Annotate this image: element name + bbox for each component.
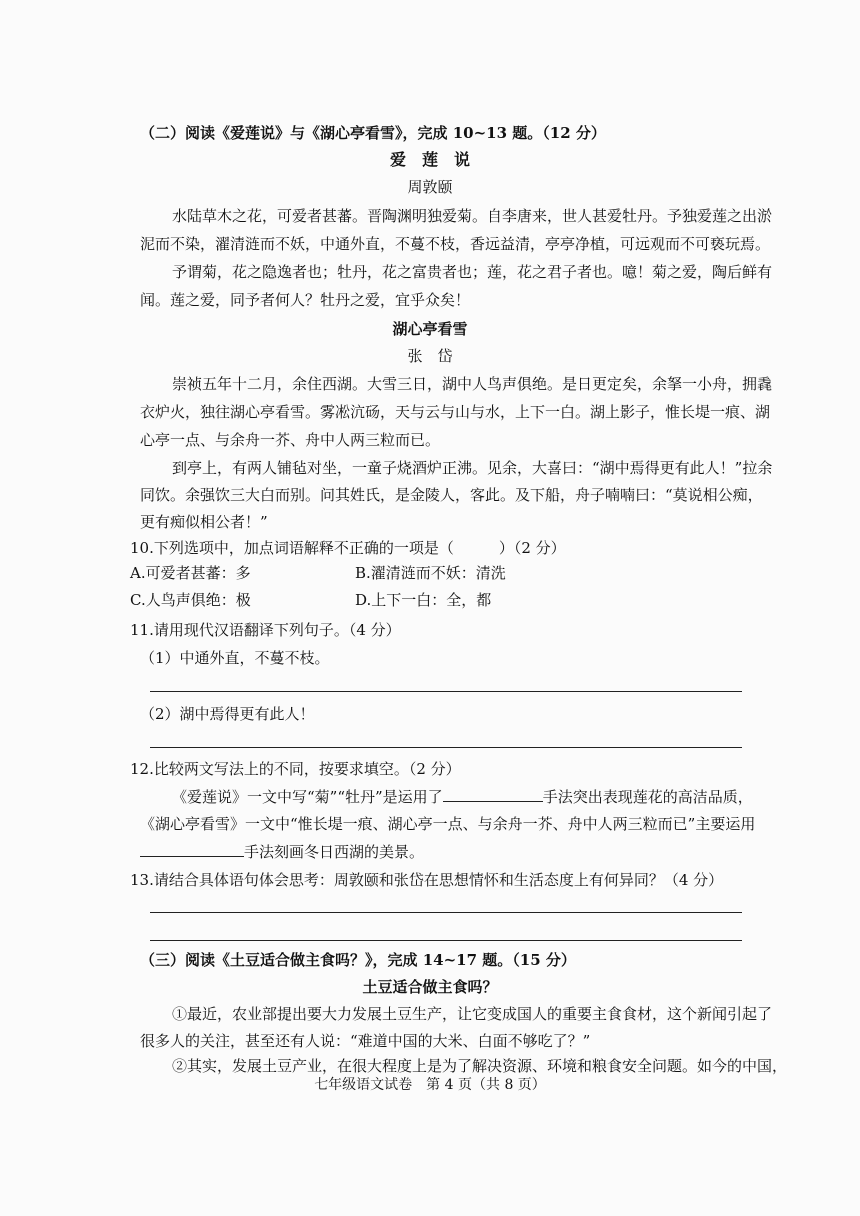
fill-in-line: 《湖心亭看雪》一文中“惟长堤一痕、湖心亭一点、与余舟一芥、舟中人两三粒而已”主要运用 [140, 815, 756, 833]
option-a: A.可爱者甚蕃：多 [130, 564, 251, 582]
option-c: C.人鸟声俱绝：极 [130, 591, 251, 609]
passage-line: 泥而不染，濯清涟而不妖，中通外直，不蔓不枝，香远益清，亭亭净植，可远观而不可亵玩焉。 [140, 235, 771, 253]
passage-line: 同饮。余强饮三大白而别。问其姓氏，是金陵人，客此。及下船，舟子喃喃曰：“莫说相公痴， [140, 486, 763, 504]
passage-line: 更有痴似相公者！” [140, 513, 268, 531]
option-d: D.上下一白：全，都 [355, 591, 492, 609]
passage-line: 闻。莲之爱，同予者何人？牡丹之爱，宜乎众矣！ [140, 291, 471, 309]
page-footer: 七年级语文试卷 第 4 页（共 8 页） [314, 1077, 546, 1093]
question-stem: 10.下列选项中，加点词语解释不正确的一项是（ ）（2 分） [130, 539, 566, 557]
passage-author: 周敦颐 [407, 178, 453, 196]
fill-in-text: 手法突出表现莲花的高洁品质， [542, 788, 753, 806]
fill-in-blank[interactable] [140, 842, 244, 857]
answer-line[interactable] [150, 691, 742, 692]
passage-author: 张 岱 [407, 347, 453, 365]
passage-line: 心亭一点、与余舟一芥、舟中人两三粒而已。 [140, 431, 441, 449]
passage-line: 水陆草木之花，可爱者甚蕃。晋陶渊明独爱菊。自李唐来，世人甚爱牡丹。予独爱莲之出淤 [172, 207, 773, 225]
fill-in-text: 《爱莲说》一文中写“菊”“牡丹”是运用了 [172, 788, 443, 806]
section-heading: （二）阅读《爱莲说》与《湖心亭看雪》，完成 10~13 题。（12 分） [140, 124, 606, 142]
section-heading: （三）阅读《土豆适合做主食吗？》，完成 14~17 题。（15 分） [140, 951, 576, 969]
passage-line: 很多人的关注，甚至还有人说：“难道中国的大米、白面不够吃了？” [140, 1032, 591, 1050]
passage-line: 崇祯五年十二月，余住西湖。大雪三日，湖中人鸟声俱绝。是日更定矣，余拏一小舟，拥毳 [172, 375, 773, 393]
answer-line[interactable] [150, 912, 742, 913]
fill-in-blank[interactable] [443, 787, 543, 802]
passage-title: 湖心亭看雪 [392, 320, 468, 338]
passage-line: 衣炉火，独往湖心亭看雪。雾凇沆砀，天与云与山与水，上下一白。湖上影子，惟长堤一痕、湖 [140, 403, 771, 421]
passage-line: 到亭上，有两人铺毡对坐，一童子烧酒炉正沸。见余，大喜曰：“湖中焉得更有此人！”拉余 [172, 459, 773, 477]
sub-question: （1）中通外直，不蔓不枝。 [140, 649, 330, 667]
passage-title: 爱 莲 说 [389, 150, 470, 169]
question-stem: 11.请用现代汉语翻译下列句子。（4 分） [130, 621, 401, 639]
fill-in-line [172, 787, 792, 807]
answer-line[interactable] [150, 940, 742, 941]
sub-question: （2）湖中焉得更有此人！ [140, 705, 315, 723]
passage-title: 土豆适合做主食吗？ [362, 978, 498, 996]
fill-in-text: 手法刻画冬日西湖的美景。 [244, 843, 425, 861]
option-b: B.濯清涟而不妖：清洗 [355, 564, 506, 582]
passage-line: ①最近，农业部提出要大力发展土豆生产，让它变成国人的重要主食食材，这个新闻引起了 [172, 1005, 773, 1023]
question-stem: 12.比较两文写法上的不同，按要求填空。（2 分） [130, 760, 461, 778]
passage-line: 予谓菊，花之隐逸者也；牡丹，花之富贵者也；莲，花之君子者也。噫！菊之爱，陶后鲜有 [172, 263, 773, 281]
question-stem: 13.请结合具体语句体会思考：周敦颐和张岱在思想情怀和生活态度上有何异同？（4 分） [130, 871, 724, 889]
passage-line: ②其实，发展土豆产业，在很大程度上是为了解决资源、环境和粮食安全问题。如今的中国， [172, 1057, 788, 1075]
answer-line[interactable] [150, 747, 742, 748]
fill-in-line [140, 842, 760, 862]
